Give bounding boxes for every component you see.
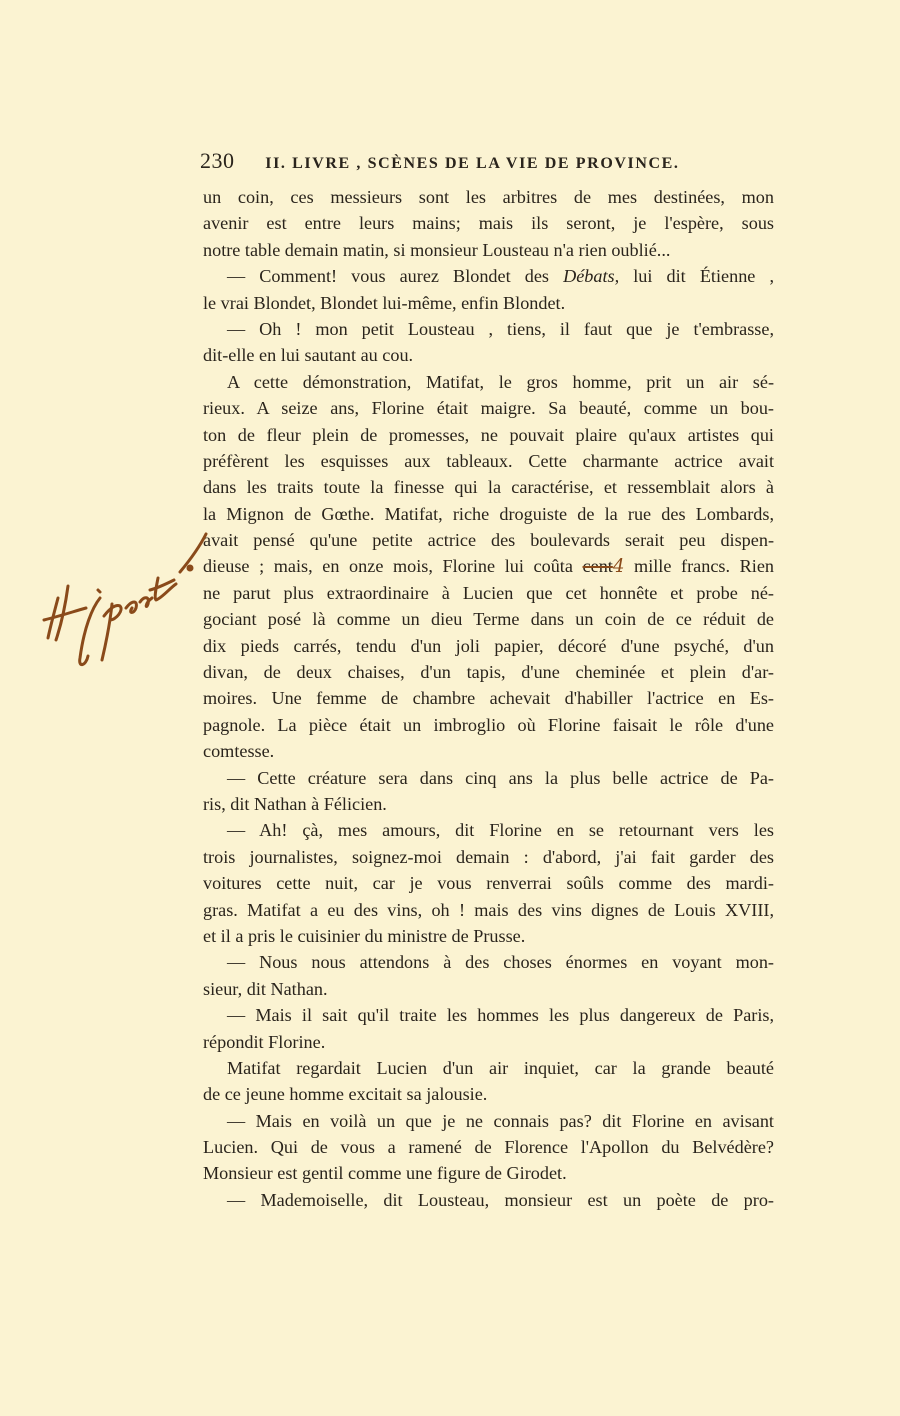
text-line: Matifat regardait Lucien d'un air inquiet, car la grande beauté <box>227 1057 774 1078</box>
page-header <box>200 148 774 174</box>
text-line: — Ah! çà, mes amours, dit Florine en se retournant vers les <box>227 820 774 841</box>
text-line: divan, de deux chaises, d'un tapis, d'une cheminée et plein d'ar- <box>203 662 774 683</box>
text-line: la Mignon de Gœthe. Matifat, riche droguiste de la rue des Lombards, <box>203 503 774 524</box>
text-line: gociant posé là comme un dieu Terme dans un coin de ce réduit de <box>203 609 774 630</box>
text-line: ne parut plus extraordinaire à Lucien que cet honnête et probe né- <box>203 582 774 603</box>
text-line: — Mais en voilà un que je ne connais pas? dit Florine en avisant <box>227 1110 774 1131</box>
text-line <box>203 263 774 289</box>
text-line: pagnole. La pièce était un imbroglio où Florine faisait le rôle d'une <box>203 714 774 735</box>
text-line: de ce jeune homme excitait sa jalousie. <box>203 1084 488 1105</box>
body-text <box>203 184 774 1213</box>
text-line: — Oh ! mon petit Lousteau , tiens, il faut que je t'embrasse, <box>227 318 774 339</box>
text-line: comtesse. <box>203 741 275 762</box>
text-line <box>203 553 774 579</box>
text-line: — Mais il sait qu'il traite les hommes les plus dangereux de Paris, <box>227 1005 774 1026</box>
text-line: avenir est entre leurs mains; mais ils seront, je l'espère, sous <box>203 213 774 234</box>
text-line: Monsieur est gentil comme une figure de Girodet. <box>203 1163 567 1184</box>
text-line: dit-elle en lui sautant au cou. <box>203 345 414 366</box>
running-title: II. LIVRE , SCÈNES DE LA VIE DE PROVINCE. <box>265 155 680 172</box>
text-line: répondit Florine. <box>203 1031 326 1052</box>
text-line: gras. Matifat a eu des vins, oh ! mais des vins dignes de Louis XVIII, <box>203 899 774 920</box>
handwritten-signature <box>40 528 210 673</box>
handwritten-correction: 4 <box>612 556 625 578</box>
text-line: préfèrent les esquisses aux tableaux. Cette charmante actrice avait <box>203 450 774 471</box>
italic-title: Débats, <box>563 266 620 287</box>
text-segment: — Comment! vous aurez Blondet des <box>227 266 564 287</box>
text-line: Lucien. Qui de vous a ramené de Florence l'Apollon du Belvédère? <box>203 1137 774 1158</box>
text-line: ton de fleur plein de promesses, ne pouvait plaire qu'aux artistes qui <box>203 424 774 445</box>
text-line: dix pieds carrés, tendu d'un joli papier, décoré d'une psyché, d'un <box>203 635 774 656</box>
text-line: et il a pris le cuisinier du ministre de Prusse. <box>203 925 526 946</box>
text-line: avait pensé qu'une petite actrice des boulevards serait peu dispen- <box>203 530 774 551</box>
text-line: — Cette créature sera dans cinq ans la plus belle actrice de Pa- <box>227 767 774 788</box>
text-line: voitures cette nuit, car je vous renverrai soûls comme des mardi- <box>203 873 774 894</box>
page-number: 230 <box>200 148 235 173</box>
text-line: moires. Une femme de chambre achevait d'habiller l'actrice en Es- <box>203 688 774 709</box>
text-line: rieux. A seize ans, Florine était maigre. Sa beauté, comme un bou- <box>203 398 774 419</box>
text-line: sieur, dit Nathan. <box>203 978 328 999</box>
text-line: le vrai Blondet, Blondet lui-même, enfin Blondet. <box>203 292 566 313</box>
text-line: dans les traits toute la finesse qui la caractérise, et ressemblait alors à <box>203 477 774 498</box>
text-segment: dieuse ; mais, en onze mois, Florine lui coûta <box>203 556 583 577</box>
text-line: trois journalistes, soignez-moi demain : d'abord, j'ai fait garder des <box>203 846 774 867</box>
text-segment: mille francs. Rien <box>624 556 774 577</box>
text-segment: lui dit Étienne , <box>619 266 775 287</box>
text-line: — Mademoiselle, dit Lousteau, monsieur est un poète de pro- <box>227 1189 774 1210</box>
struck-word: cent <box>582 556 613 577</box>
text-line: A cette démonstration, Matifat, le gros homme, prit un air sé- <box>227 371 774 392</box>
text-line: notre table demain matin, si monsieur Lousteau n'a rien oublié... <box>203 239 671 260</box>
text-line: ris, dit Nathan à Félicien. <box>203 793 387 814</box>
text-line: un coin, ces messieurs sont les arbitres de mes destinées, mon <box>203 187 774 207</box>
text-line: — Nous nous attendons à des choses énormes en voyant mon- <box>227 952 774 973</box>
